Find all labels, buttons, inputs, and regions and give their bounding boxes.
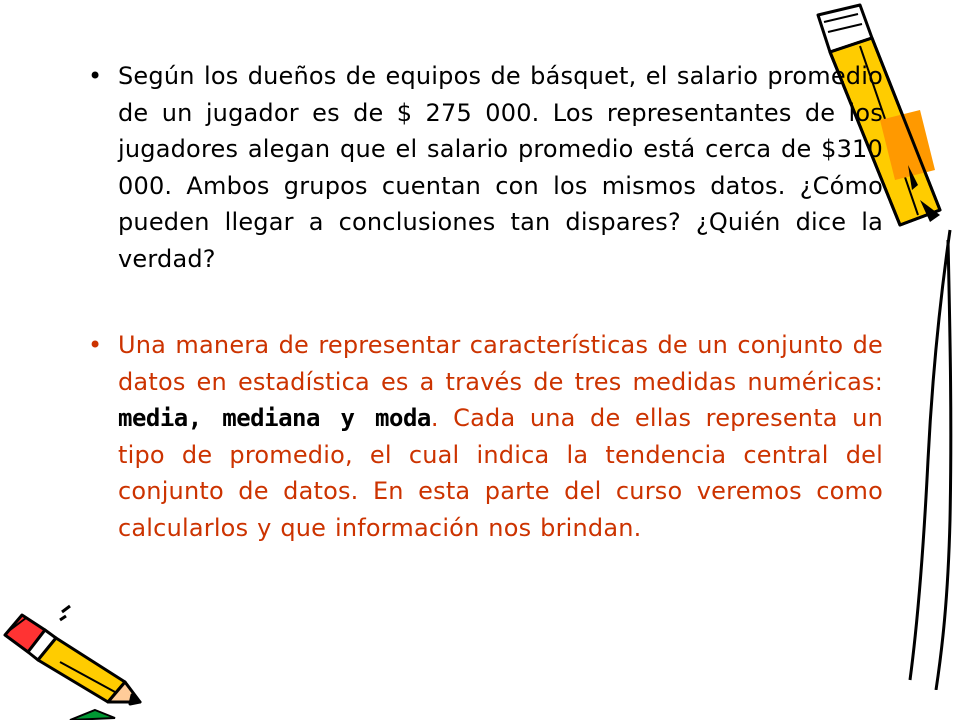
bullet-text — [118, 327, 883, 546]
bullet-text-before: Una manera de representar características de un conjunto de datos en estadística es a través de tres medidas numéricas: — [118, 331, 883, 396]
bullet-marker: • — [88, 62, 103, 90]
bullet-text-after: . Cada una de ellas representa un tipo de promedio, el cual indica la tendencia central del conjunto de datos. En esta parte del curso veremos como calcularlos y que información nos brindan. — [118, 404, 883, 542]
bullet-text-content: Según los dueños de equipos de básquet, el salario promedio de un jugador es de $ 275 000. Los representantes de los jugadores alegan que el salario promedio está cerca de $310 000. Ambos grupos cuentan con los mismos datos. ¿Cómo pueden llegar a conclusiones tan dispares? ¿Quién dice la verdad? — [118, 62, 883, 273]
bullet-text — [118, 58, 883, 277]
bullet-marker: • — [88, 331, 103, 359]
bullet-list — [88, 58, 883, 546]
bullet-emphasis-measures: media, mediana y moda — [118, 404, 431, 432]
bullet-item-salary-question — [88, 58, 883, 277]
pencil-icon-bottom-left — [0, 590, 150, 720]
bullet-item-central-tendency — [88, 327, 883, 546]
